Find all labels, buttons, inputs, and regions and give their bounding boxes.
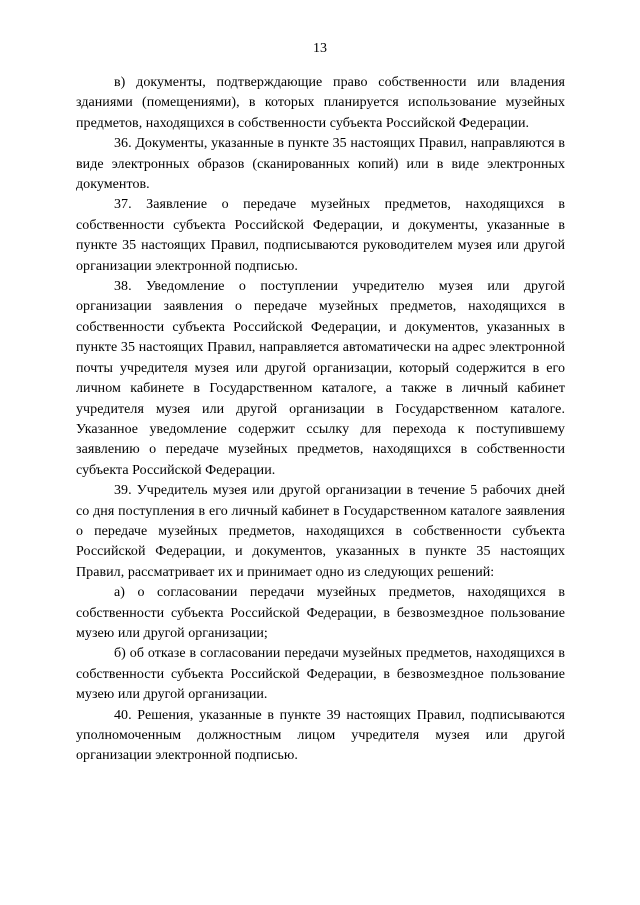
- paragraph-39-a: а) о согласовании передачи музейных предметов, находящихся в собственности субъекта Российской Федерации, в безвозмездное пользование музею или другой организации;: [76, 585, 565, 641]
- paragraph-39-b: б) об отказе в согласовании передачи музейных предметов, находящихся в собственности субъекта Российской Федерации, в безвозмездное пользование музею или другой организации.: [76, 646, 565, 703]
- paragraph-36: 36. Документы, указанные в пункте 35 настоящих Правил, направляются в виде электронных образов (сканированных копий) или в виде электронных документов.: [76, 136, 565, 193]
- page-number: 13: [313, 41, 327, 56]
- document-body: [76, 73, 565, 767]
- paragraph-40: 40. Решения, указанные в пункте 39 настоящих Правил, подписываются уполномоченным должностным лицом учредителя музея или другой организации электронной подписью.: [76, 707, 565, 764]
- paragraph-38: 38. Уведомление о поступлении учредителю музея или другой организации заявления о передаче музейных предметов, находящихся в собственности субъекта Российской Федерации, и документов, указанных в пункте 35 настоящих Правил, направляется автоматически на адрес электронной почты учредителя музея или другой организации, который содержится в его личном кабинете в Государственном каталоге, а также в личный кабинет учредителя музея или другой организации в Государственном каталоге. Указанное уведомление содержит ссылку для перехода к поступившему заявлению о передаче музейных предметов, находящихся в собственности субъекта Российской Федерации.: [76, 279, 565, 478]
- paragraph-item-v: в) документы, подтверждающие право собственности или владения зданиями (помещениями), в которых планируется использование музейных предметов, находящихся в собственности субъекта Российской Федерации.: [76, 75, 565, 131]
- paragraph-39: 39. Учредитель музея или другой организации в течение 5 рабочих дней со дня поступления в его личный кабинет в Государственном каталоге заявления о передаче музейных предметов, находящихся в собственности субъекта Российской Федерации, и документов, указанных в пункте 35 настоящих Правил, рассматривает их и принимает одно из следующих решений:: [76, 483, 565, 580]
- paragraph-37: 37. Заявление о передаче музейных предметов, находящихся в собственности субъекта Российской Федерации, и документы, указанные в пункте 35 настоящих Правил, подписываются руководителем музея или другой организации электронной подписью.: [76, 197, 565, 274]
